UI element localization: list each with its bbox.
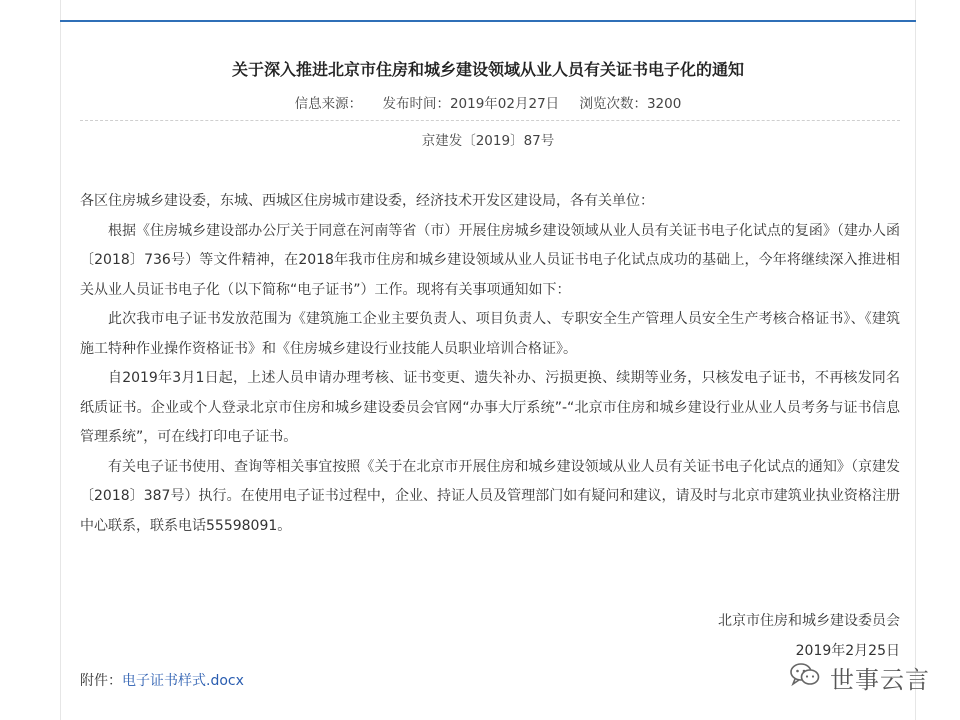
attachment-label: 附件： — [80, 673, 122, 689]
paragraph: 有关电子证书使用、查询等相关事宜按照《关于在北京市开展住房和城乡建设领域从业人员有关证书电子化试点的通知》（京建发〔2018〕387号）执行。在使用电子证书过程中，企业、持证人员及管理部门如有疑问和建议，请及时与北京市建筑业执业资格注册中心联系，联系电话55598091。 — [80, 458, 900, 534]
wechat-icon — [790, 662, 820, 692]
dashed-divider — [80, 120, 900, 121]
document-title: 关于深入推进北京市住房和城乡建设领域从业人员有关证书电子化的通知 — [231, 60, 744, 79]
view-count: 浏览次数：3200 — [579, 96, 682, 112]
attachment-line — [80, 670, 244, 690]
paragraph: 自2019年3月1日起，上述人员申请办理考核、证书变更、遗失补办、污损更换、续期等业务，只核发电子证书，不再核发同名纸质证书。企业或个人登录北京市住房和城乡建设委员会官网“办事大厅系统”-“北京市住房和城乡建设行业从业人员考务与证书信息管理系统”，可在线打印电子证书。 — [80, 370, 900, 445]
document-number: 京建发〔2019〕87号 — [421, 133, 555, 149]
source-label: 信息来源： — [294, 96, 363, 112]
salutation: 各区住房城乡建设委，东城、西城区住房城市建设委，经济技术开发区建设局，各有关单位： — [80, 193, 654, 209]
document-body — [80, 187, 900, 541]
watermark-text: 世事云言 — [830, 665, 930, 694]
publish-date: 发布时间：2019年02月27日 — [382, 96, 560, 112]
signature-date: 2019年2月25日 — [795, 643, 900, 659]
watermark — [790, 660, 930, 694]
top-accent-bar — [60, 20, 916, 22]
document-meta — [60, 92, 916, 112]
signature-organization: 北京市住房和城乡建设委员会 — [718, 613, 900, 629]
paragraph: 此次我市电子证书发放范围为《建筑施工企业主要负责人、项目负责人、专职安全生产管理人员安全生产考核合格证书》、《建筑施工特种作业操作资格证书》和《住房城乡建设行业技能人员职业培训合格证》。 — [80, 311, 900, 357]
attachment-link[interactable]: 电子证书样式.docx — [122, 673, 244, 689]
paragraph: 根据《住房城乡建设部办公厅关于同意在河南等省（市）开展住房城乡建设领域从业人员有关证书电子化试点的复函》（建办人函〔2018〕736号）等文件精神，在2018年我市住房和城乡建设领域从业人员证书电子化试点成功的基础上，今年将继续深入推进相关从业人员证书电子化（以下简称“电子证书”）工作。现将有关事项通知如下： — [80, 222, 900, 298]
